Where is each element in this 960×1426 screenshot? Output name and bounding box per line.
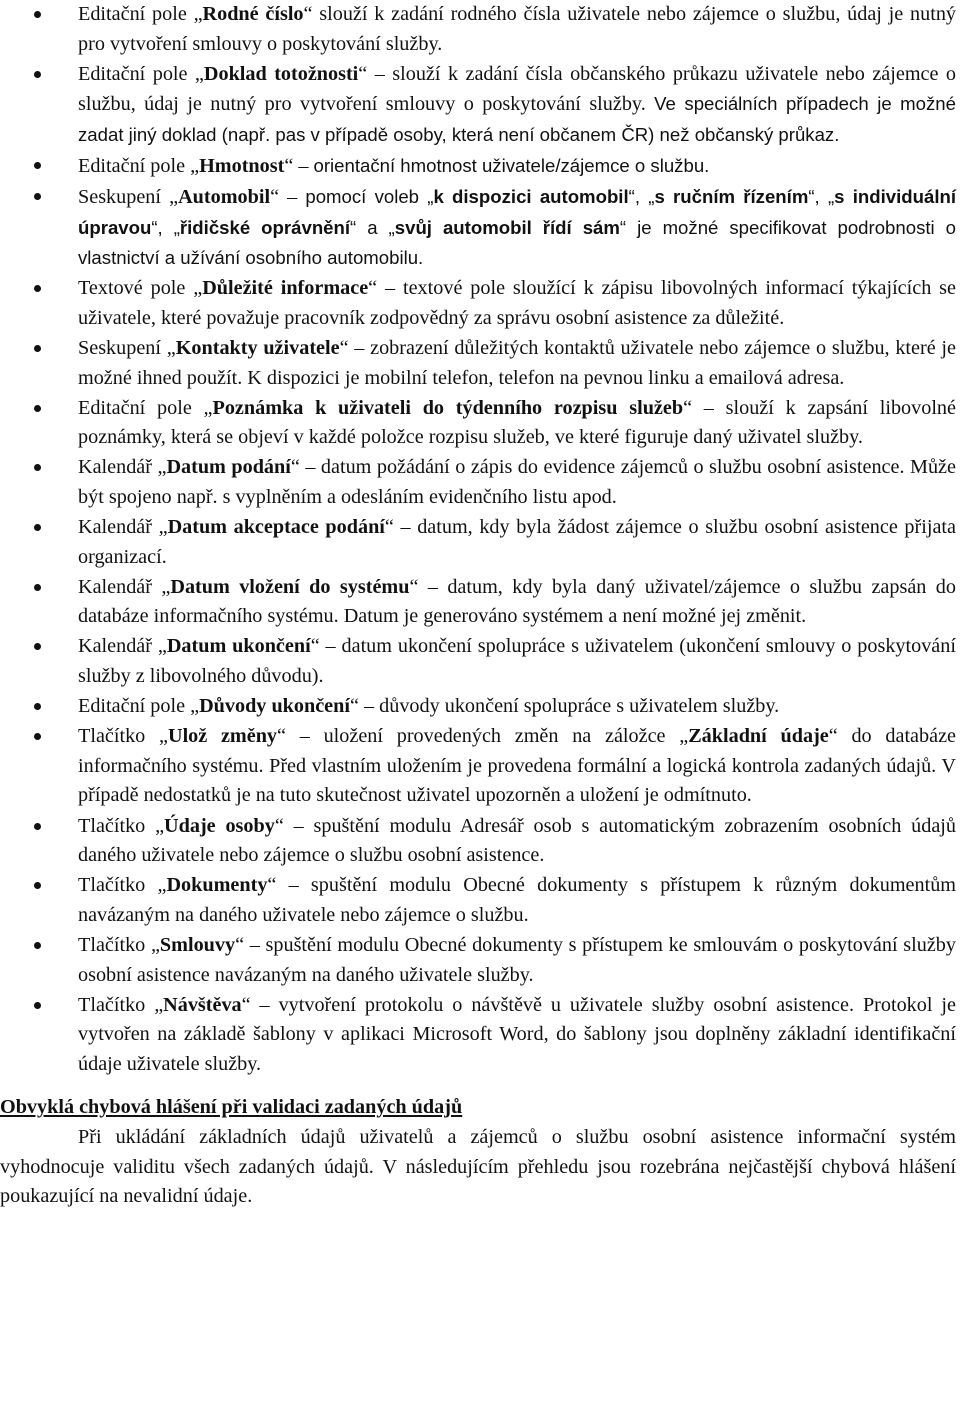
list-item — [0, 453, 960, 512]
list-item — [0, 931, 960, 990]
description-text: Tlačítko „ — [78, 933, 160, 956]
ui-element-name: Rodné číslo — [202, 3, 304, 25]
description-text: “ – zobrazení důležitých kontaktů uživatele nebo zájemce o službu, které je možné ihned použít. K dispozici je mobilní telefon, telefon na pevnou linku a emailová adresa. — [78, 337, 956, 389]
ui-element-name: Dokumenty — [166, 874, 268, 897]
ui-element-name: Poznámka k uživateli do týdenního rozpisu služeb — [212, 396, 684, 419]
list-item — [0, 573, 960, 632]
ui-element-name: k dispozici automobil — [433, 186, 629, 208]
description-text: “, „ — [628, 186, 655, 208]
description-text: Ve speciálních případech je možné zadat jiný doklad (např. pas v případě osoby, která není občanem ČR) než občanský průkaz. — [78, 93, 956, 145]
description-text: “, „ — [808, 186, 835, 208]
description-text: “ – — [284, 154, 314, 177]
description-text: “ – datum požádání o zápis do evidence zájemců o službu osobní asistence. Může být spojeno např. s vyplněním a odesláním evidenčního listu apod. — [78, 456, 956, 508]
description-text: “ – vytvoření protokolu o návštěvě u uživatele služby osobní asistence. Protokol je vytvořen na základě šablony v aplikaci Microsoft Word, do šablony jsou doplněny základní identifikační údaje uživatele služby. — [78, 993, 956, 1075]
description-text: “ – spuštění modulu Obecné dokumenty s přístupem ke smlouvám o poskytování služby osobní asistence navázaným na daného uživatele služby. — [78, 933, 956, 986]
description-text: Editační pole „ — [78, 3, 203, 25]
description-text: Editační pole „ — [78, 154, 200, 177]
ui-element-name: Datum vložení do systému — [170, 575, 410, 598]
list-item — [0, 60, 960, 151]
ui-element-name: Datum podání — [166, 456, 291, 479]
ui-element-name: Datum akceptace podání — [167, 516, 385, 539]
list-item — [0, 692, 960, 722]
description-text: “ – slouží k zapsání libovolné poznámky, která se objeví v každé položce rozpisu služeb, ve které figuruje daný uživatel služby. — [78, 396, 956, 449]
description-text: “ – textové pole sloužící k zápisu libovolných informací týkajících se uživatele, které považuje pracovník zodpovědný za správu osobní asistence za důležité. — [78, 277, 956, 329]
description-text: “ a „ — [350, 216, 395, 238]
section-paragraph: Při ukládání základních údajů uživatelů a zájemců o službu osobní asistence informační systém vyhodnocuje validitu všech zadaných údajů. V následujícím přehledu jsou rozebrána nejčastější chybová hlášení poukazující na nevalidní údaje. — [0, 1125, 956, 1208]
ui-element-name: Datum ukončení — [166, 635, 311, 658]
description-text: “ – datum, kdy byla daný uživatel/zájemce o službu zapsán do databáze informačního systému. Datum je generováno systémem a není možné jej změnit. — [78, 575, 956, 628]
description-text: “ – — [270, 186, 306, 209]
list-item — [0, 274, 960, 333]
ui-element-name: Kontakty uživatele — [175, 337, 340, 360]
list-item — [0, 513, 960, 572]
ui-element-name: Doklad totožnosti — [203, 62, 359, 85]
description-text: Tlačítko „ — [78, 993, 164, 1016]
description-text: Kalendář „ — [78, 575, 171, 598]
description-text: “ – uložení provedených změn na záložce „ — [277, 725, 689, 748]
ui-element-name: Ulož změny — [167, 725, 278, 748]
description-text: Tlačítko „ — [78, 874, 167, 897]
description-text: pomocí voleb „ — [305, 186, 434, 208]
description-text: Editační pole „ — [78, 62, 204, 85]
description-text: Editační pole „ — [78, 695, 200, 718]
ui-element-name: Hmotnost — [199, 154, 285, 177]
description-text: “ – datum ukončení spolupráce s uživatelem (ukončení smlouvy o poskytování služby z libovolného důvodu). — [78, 635, 956, 688]
description-text: Seskupení „ — [78, 186, 179, 209]
ui-element-name: s individuální úpravou — [78, 186, 957, 238]
description-text: Kalendář „ — [78, 516, 168, 539]
description-text: “ je možné specifikovat podrobnosti o vlastnictví a užívání osobního automobilu. — [78, 216, 957, 269]
list-item — [0, 722, 960, 811]
ui-element-name: Důležité informace — [202, 277, 369, 300]
description-text: Seskupení „ — [78, 337, 176, 360]
list-item — [0, 632, 960, 691]
list-item — [0, 812, 960, 871]
ui-element-name: Návštěva — [163, 993, 242, 1016]
description-text: orientační hmotnost uživatele/zájemce o službu. — [313, 154, 710, 176]
ui-element-name: Údaje osoby — [164, 814, 275, 837]
ui-element-name: Důvody ukončení — [199, 695, 350, 718]
list-item — [0, 334, 960, 393]
description-text: Kalendář „ — [78, 635, 167, 658]
description-text: Editační pole „ — [78, 396, 213, 419]
ui-element-name: řidičské oprávnění — [179, 216, 351, 238]
list-item — [0, 991, 960, 1080]
list-item — [0, 394, 960, 453]
ui-element-name: Automobil — [178, 186, 271, 209]
description-text: “ – spuštění modulu Adresář osob s automatickým zobrazením osobních údajů daného uživatele nebo zájemce o službu osobní asistence. — [78, 814, 956, 867]
description-text: Tlačítko „ — [78, 725, 168, 748]
ui-element-name: s ručním řízením — [654, 186, 809, 208]
description-text: Kalendář „ — [78, 456, 167, 479]
description-text: Tlačítko „ — [78, 814, 165, 837]
ui-element-name: Základní údaje — [688, 725, 829, 748]
list-item — [0, 871, 960, 930]
list-item — [0, 182, 960, 274]
description-text: “ – slouží k zadání čísla občanského průkazu uživatele nebo zájemce o službu, údaj je nutný pro vytvoření smlouvy o poskytování služby. — [78, 62, 956, 116]
ui-element-name: svůj automobil řídí sám — [394, 216, 620, 238]
list-item — [0, 0, 960, 59]
section-heading: Obvyklá chybová hlášení při validaci zadaných údajů — [0, 1096, 463, 1119]
list-item — [0, 151, 960, 182]
description-text: “ do databáze informačního systému. Před vlastním uložením je provedena formální a logická kontrola zadaných údajů. V případě nedostatků je na tuto skutečnost uživatel upozorněn a uložení je odmítnuto. — [78, 725, 956, 807]
description-text: Textové pole „ — [78, 277, 203, 300]
ui-element-name: Smlouvy — [159, 933, 236, 956]
description-text: “, „ — [151, 216, 180, 238]
description-text: “ slouží k zadání rodného čísla uživatele nebo zájemce o službu, údaj je nutný pro vytvoření smlouvy o poskytování služby. — [78, 3, 957, 55]
description-text: “ – datum, kdy byla žádost zájemce o službu osobní asistence přijata organizací. — [78, 516, 956, 568]
description-text: “ – důvody ukončení spolupráce s uživatelem služby. — [349, 695, 780, 718]
description-text: “ – spuštění modulu Obecné dokumenty s přístupem k různým dokumentům navázaným na daného uživatele nebo zájemce o službu. — [78, 874, 956, 926]
